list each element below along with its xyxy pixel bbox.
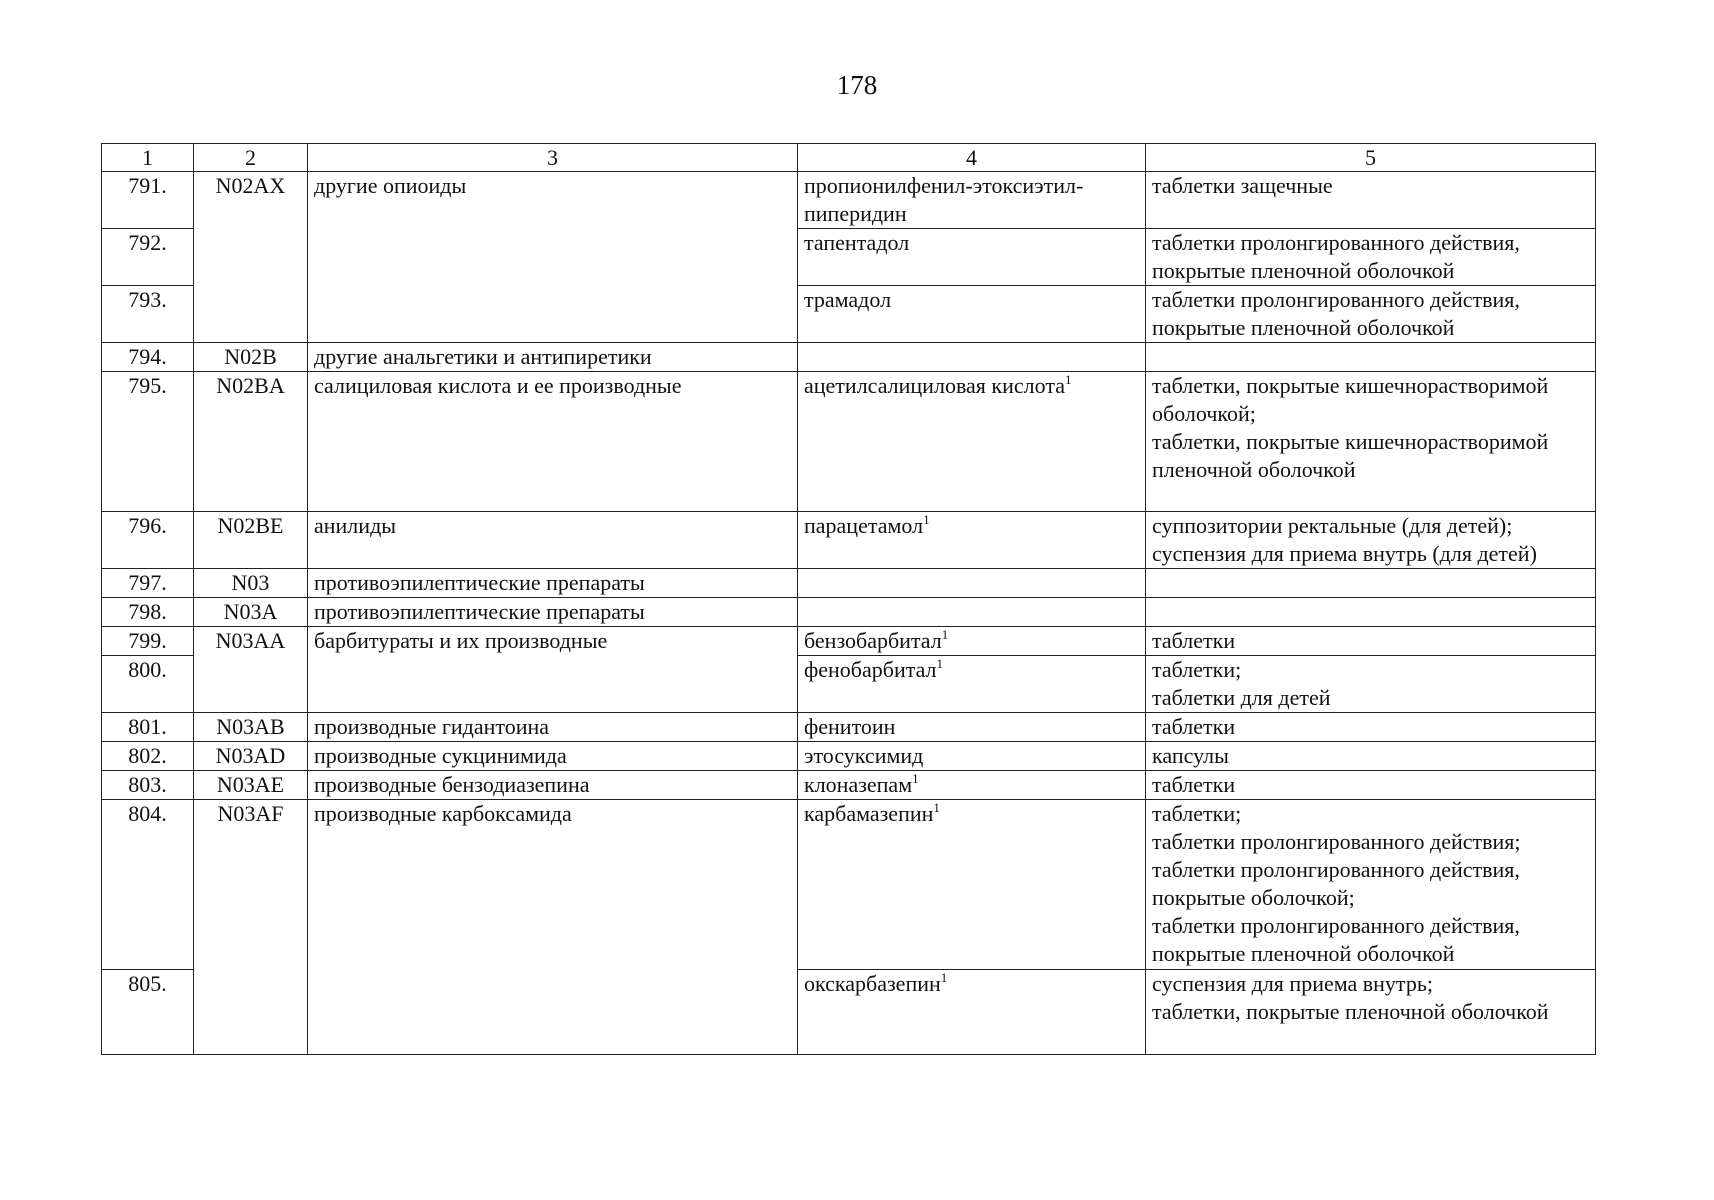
drug-name (798, 800, 1146, 970)
row-number: 797. (102, 569, 194, 598)
atc-code: N02BE (194, 512, 308, 569)
footnote-marker: 1 (941, 627, 949, 642)
group-name: производные бензодиазепина (308, 771, 798, 800)
row-number: 792. (102, 229, 194, 286)
column-header: 1 (102, 144, 194, 172)
drug-name (798, 656, 1146, 713)
group-name: противоэпилептические препараты (308, 569, 798, 598)
drug-name-text: карбамазепин (804, 801, 934, 826)
row-number: 800. (102, 656, 194, 713)
table-row (102, 742, 1596, 771)
dosage-form (1146, 569, 1596, 598)
group-name: барбитураты и их производные (308, 627, 798, 713)
group-name: другие анальгетики и антипиретики (308, 343, 798, 372)
row-number: 799. (102, 627, 194, 656)
drug-name (798, 372, 1146, 512)
drug-name (798, 569, 1146, 598)
row-number: 802. (102, 742, 194, 771)
table-row (102, 343, 1596, 372)
row-number: 793. (102, 286, 194, 343)
atc-code: N03 (194, 569, 308, 598)
atc-code: N02AX (194, 172, 308, 343)
group-name: другие опиоиды (308, 172, 798, 343)
table-row (102, 598, 1596, 627)
drug-name: пропионилфенил-этоксиэтил-пиперидин (798, 172, 1146, 229)
row-number: 803. (102, 771, 194, 800)
group-name: анилиды (308, 512, 798, 569)
dosage-form: суппозитории ректальные (для детей); суспензия для приема внутрь (для детей) (1146, 512, 1596, 569)
dosage-form: таблетки, покрытые кишечнорастворимой оболочкой; таблетки, покрытые кишечнорастворимой пленочной оболочкой (1146, 372, 1596, 512)
dosage-form (1146, 343, 1596, 372)
group-name: производные гидантоина (308, 713, 798, 742)
drug-name (798, 970, 1146, 1055)
table-row (102, 713, 1596, 742)
atc-code: N02BA (194, 372, 308, 512)
drug-name (798, 512, 1146, 569)
atc-code: N03AA (194, 627, 308, 713)
group-name: производные карбоксамида (308, 800, 798, 1055)
footnote-marker: 1 (933, 800, 940, 815)
table-row (102, 512, 1596, 569)
drug-name-text: ацетилсалициловая кислота (804, 373, 1065, 398)
table-row (102, 372, 1596, 512)
footnote-marker: 1 (936, 656, 944, 671)
table-header-row (102, 144, 1596, 172)
page-number: 178 (836, 70, 878, 100)
footnote-marker: 1 (912, 771, 919, 786)
table-row (102, 569, 1596, 598)
dosage-form (1146, 598, 1596, 627)
row-number: 804. (102, 800, 194, 970)
drug-name (798, 627, 1146, 656)
footnote-marker: 1 (940, 970, 948, 985)
drug-name (798, 598, 1146, 627)
atc-code: N03AB (194, 713, 308, 742)
drug-name-text: бензобарбитал (804, 628, 942, 653)
row-number: 805. (102, 970, 194, 1055)
drug-table (101, 143, 1596, 1055)
dosage-form: капсулы (1146, 742, 1596, 771)
dosage-form: таблетки пролонгированного действия, покрытые пленочной оболочкой (1146, 229, 1596, 286)
column-header: 2 (194, 144, 308, 172)
group-name: противоэпилептические препараты (308, 598, 798, 627)
atc-code: N02B (194, 343, 308, 372)
atc-code: N03AE (194, 771, 308, 800)
dosage-form: таблетки пролонгированного действия, покрытые пленочной оболочкой (1146, 286, 1596, 343)
table-row (102, 771, 1596, 800)
drug-name-text: окскарбазепин (804, 971, 941, 996)
footnote-marker: 1 (923, 512, 930, 527)
footnote-marker: 1 (1064, 372, 1072, 387)
row-number: 794. (102, 343, 194, 372)
drug-name-text: клоназепам (804, 772, 913, 797)
atc-code: N03A (194, 598, 308, 627)
dosage-form: таблетки (1146, 713, 1596, 742)
table-row (102, 800, 1596, 970)
drug-name-text: парацетамол (804, 513, 924, 538)
table-row (102, 627, 1596, 656)
dosage-form: таблетки; таблетки для детей (1146, 656, 1596, 713)
drug-name (798, 343, 1146, 372)
column-header: 5 (1146, 144, 1596, 172)
row-number: 798. (102, 598, 194, 627)
drug-name: тапентадол (798, 229, 1146, 286)
drug-name-text: фенобарбитал (804, 657, 937, 682)
dosage-form: таблетки; таблетки пролонгированного действия; таблетки пролонгированного действия, покрытые оболочкой; таблетки пролонгированного действия, покрытые пленочной оболочкой (1146, 800, 1596, 970)
atc-code: N03AF (194, 800, 308, 1055)
row-number: 795. (102, 372, 194, 512)
column-header: 4 (798, 144, 1146, 172)
drug-name (798, 771, 1146, 800)
dosage-form: таблетки защечные (1146, 172, 1596, 229)
row-number: 791. (102, 172, 194, 229)
group-name: салициловая кислота и ее производные (308, 372, 798, 512)
row-number: 801. (102, 713, 194, 742)
dosage-form: таблетки (1146, 771, 1596, 800)
drug-name: фенитоин (798, 713, 1146, 742)
drug-name: этосуксимид (798, 742, 1146, 771)
group-name: производные сукцинимида (308, 742, 798, 771)
table-row (102, 172, 1596, 229)
row-number: 796. (102, 512, 194, 569)
drug-name: трамадол (798, 286, 1146, 343)
dosage-form: таблетки (1146, 627, 1596, 656)
column-header: 3 (308, 144, 798, 172)
atc-code: N03AD (194, 742, 308, 771)
dosage-form: суспензия для приема внутрь; таблетки, покрытые пленочной оболочкой (1146, 970, 1596, 1055)
